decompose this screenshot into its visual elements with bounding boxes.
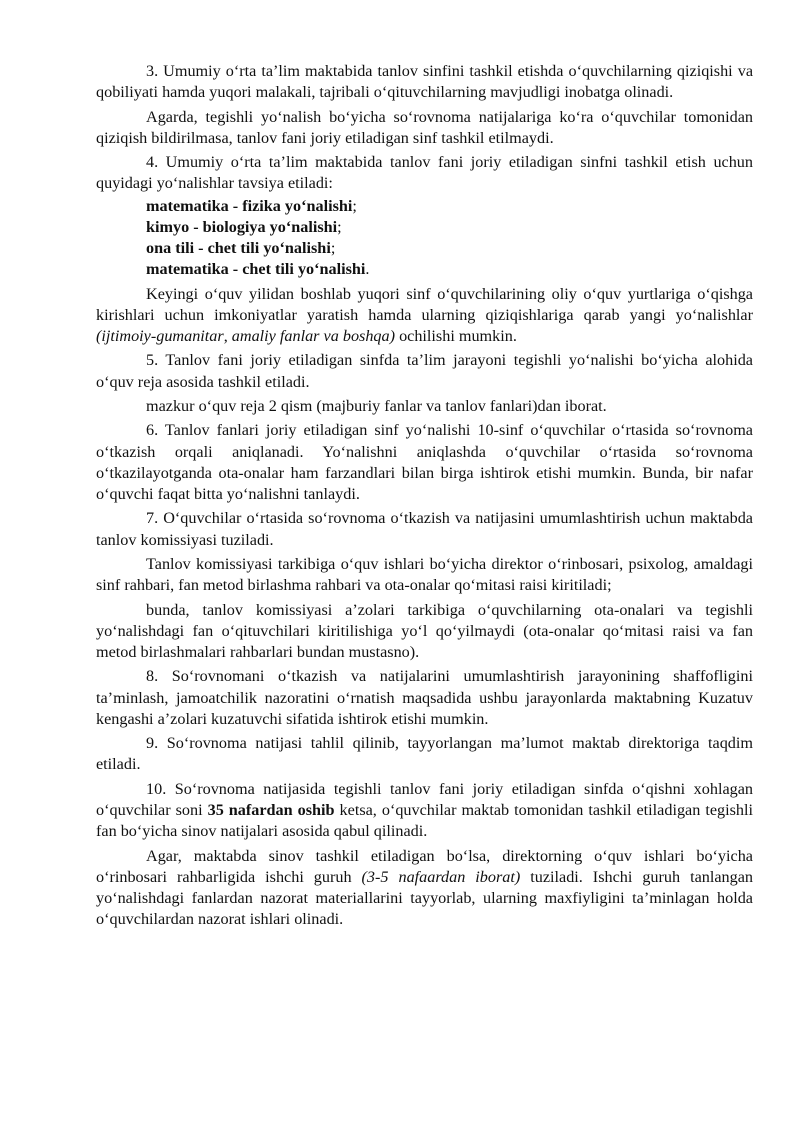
- paragraph-8: 8. So‘rovnomani o‘tkazish va natijalarini umumlashtirish jarayonining shaffofligini ta’minlash, jamoatchilik nazoratini o‘rnatish maqsadida ushbu jarayonlarda maktabning Kuzatuv kengashi a’zolari kuzatuvchi sifatida ishtirok etishi mumkin.: [96, 667, 753, 728]
- list-item: matematika - chet tili yo‘nalishi.: [146, 260, 370, 279]
- paragraph-7-restriction: bunda, tanlov komissiyasi a’zolari tarkibiga o‘quvchilarning ota-onalari va tegishli yo‘nalishdagi fan o‘qituvchilari kiritilishiga yo‘l qo‘yilmaydi (ota-onalar qo‘mitasi raisi va fan metod birlashmalari rahbarlari bundan mustasno).: [96, 600, 753, 661]
- paragraph-3: 3. Umumiy o‘rta ta’lim maktabida tanlov sinfini tashkil etishda o‘quvchilarning qiziqishi va qobiliyati hamda yuqori malakali, tajribali o‘qituvchilarning mavjudligi inobatga olinadi.: [96, 62, 753, 102]
- paragraph-9: 9. So‘rovnoma natijasi tahlil qilinib, tayyorlangan ma’lumot maktab direktoriga taqdim etiladi.: [96, 734, 753, 774]
- list-item: ona tili - chet tili yo‘nalishi;: [146, 239, 336, 257]
- paragraph-new-directions: Keyingi o‘quv yilidan boshlab yuqori sinf o‘quvchilarining oliy o‘quv yurtlariga o‘qishga kirishlari uchun imkoniyatlar yaratish hamda ularning qiziqishlariga qarab yangi yo‘nalishlar (ijtimoiy-gumanitar, amaliy fanlar va boshqa) ochilishi mumkin.: [96, 284, 753, 345]
- paragraph-6: 6. Tanlov fanlari joriy etiladigan sinf yo‘nalishi 10-sinf o‘quvchilar o‘rtasida so‘rovnoma o‘tkazish orqali aniqlanadi. Yo‘nalishni aniqlashda o‘quvchilar o‘rtasida so‘rovnoma o‘tkazilayotganda ota-onalar ham farzandlari bilan birga ishtirok etishi mumkin. Bunda, bir nafar o‘quvchi faqat bitta yo‘nalishni tanlaydi.: [96, 421, 753, 503]
- paragraph-7: 7. O‘quvchilar o‘rtasida so‘rovnoma o‘tkazish va natijasini umumlashtirish uchun maktabda tanlov komissiyasi tuziladi.: [96, 509, 753, 549]
- paragraph-5-note: mazkur o‘quv reja 2 qism (majburiy fanlar va tanlov fanlari)dan iborat.: [146, 396, 607, 415]
- paragraph-10-test: Agar, maktabda sinov tashkil etiladigan bo‘lsa, direktorning o‘quv ishlari bo‘yicha o‘rinbosari rahbarligida ishchi guruh (3-5 nafaardan iborat) tuziladi. Ishchi guruh tanlangan yo‘nalishdagi fanlardan nazorat materiallarini tayyorlab, ularning maxfiyligini ta’minlagan holda o‘quvchilardan nazorat ishlari olinadi.: [96, 846, 753, 929]
- paragraph-10: 10. So‘rovnoma natijasida tegishli tanlov fani joriy etiladigan sinfda o‘qishni xohlagan o‘quvchilar soni 35 nafardan oshib ketsa, o‘quvchilar maktab tomonidan tashkil etiladigan tegishli fan bo‘yicha sinov natijalari asosida qabul qilinadi.: [96, 779, 753, 841]
- paragraph-4: 4. Umumiy o‘rta ta’lim maktabida tanlov fani joriy etiladigan sinfni tashkil etish uchun quyidagi yo‘nalishlar tavsiya etiladi:: [96, 153, 753, 193]
- list-item: matematika - fizika yo‘nalishi;: [146, 196, 357, 215]
- paragraph-7-commission: Tanlov komissiyasi tarkibiga o‘quv ishlari bo‘yicha direktor o‘rinbosari, psixolog, amaldagi sinf rahbari, fan metod birlashma rahbari va ota-onalar qo‘mitasi raisi kiritiladi;: [96, 554, 753, 595]
- paragraph-3-note: Agarda, tegishli yo‘nalish bo‘yicha so‘rovnoma natijalariga ko‘ra o‘quvchilar tomonidan qiziqish bildirilmasa, tanlov fani joriy etiladigan sinf tashkil etilmaydi.: [96, 107, 753, 147]
- list-item: kimyo - biologiya yo‘nalishi;: [146, 217, 342, 236]
- directions-list: [146, 196, 753, 281]
- paragraph-5: 5. Tanlov fani joriy etiladigan sinfda ta’lim jarayoni tegishli yo‘nalishi bo‘yicha alohida o‘quv reja asosida tashkil etiladi.: [96, 351, 753, 391]
